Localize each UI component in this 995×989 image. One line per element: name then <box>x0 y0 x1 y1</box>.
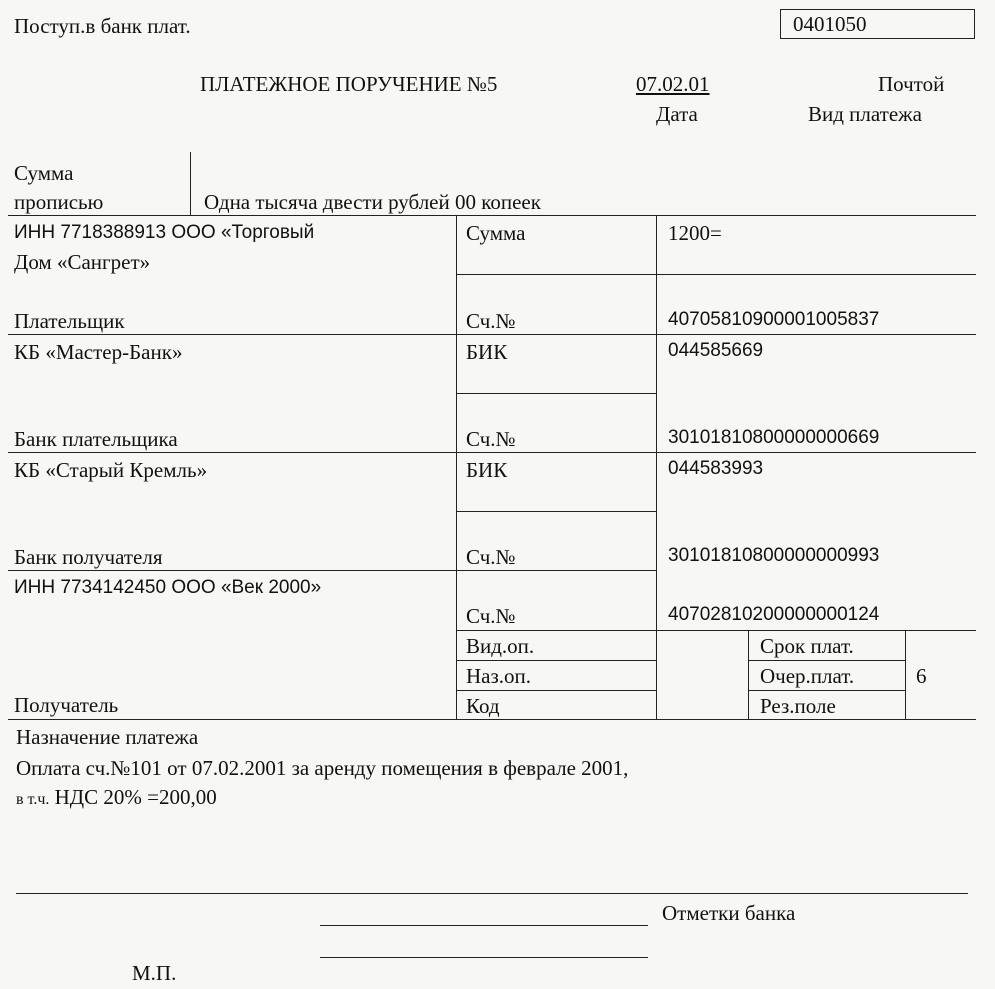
payer-account-label: Сч.№ <box>466 309 516 333</box>
payer-bank-account-value: 30101810800000000669 <box>668 427 880 448</box>
form-code-box: 0401050 <box>780 9 975 39</box>
payee-account-label: Сч.№ <box>466 604 516 628</box>
payer-bank-label: Банк плательщика <box>14 427 178 451</box>
grid-line <box>456 274 976 275</box>
amount-words-value: Одна тысяча двести рублей 00 копеек <box>204 190 541 214</box>
grid-line <box>8 570 656 571</box>
payment-term-label: Срок плат. <box>760 634 854 658</box>
grid-line <box>8 452 976 453</box>
payer-line1: ИНН 7718388913 ООО «Торговый <box>14 222 315 243</box>
purpose-code-label: Наз.оп. <box>466 664 532 688</box>
grid-line <box>656 215 657 719</box>
stamp-place-label: М.П. <box>132 961 177 985</box>
payee-label: Получатель <box>14 693 119 717</box>
payer-account-value: 40705810900001005837 <box>668 309 880 330</box>
payment-type-label: Вид платежа <box>808 102 923 126</box>
grid-line <box>748 690 905 691</box>
op-type-label: Вид.оп. <box>466 634 535 658</box>
payee-line1: ИНН 7734142450 ООО «Век 2000» <box>14 577 322 598</box>
grid-line <box>748 630 749 719</box>
payer-bank-bik-value: 044585669 <box>668 340 764 361</box>
grid-line <box>456 393 656 394</box>
payee-account-value: 40702810200000000124 <box>668 604 880 625</box>
grid-line <box>456 630 976 631</box>
payment-type-value: Почтой <box>878 72 945 96</box>
amount-words-label-line1: Сумма <box>14 161 74 185</box>
payer-label: Плательщик <box>14 309 125 333</box>
payment-purpose-vat: НДС 20% =200,00 <box>54 785 217 809</box>
grid-line <box>748 660 905 661</box>
payee-bank-bik-label: БИК <box>466 458 508 482</box>
date-label: Дата <box>656 102 698 126</box>
grid-line <box>905 630 906 719</box>
document-title: ПЛАТЕЖНОЕ ПОРУЧЕНИЕ №5 <box>200 72 498 96</box>
grid-line <box>456 215 457 719</box>
received-in-bank-label: Поступ.в банк плат. <box>14 14 191 38</box>
sum-value: 1200= <box>668 221 722 245</box>
payee-bank-name: КБ «Старый Кремль» <box>14 458 208 482</box>
payee-bank-account-value: 30101810800000000993 <box>668 545 880 566</box>
payee-bank-account-label: Сч.№ <box>466 545 516 569</box>
payee-bank-bik-value: 044583993 <box>668 458 764 479</box>
sum-label: Сумма <box>466 221 526 245</box>
amount-words-divider <box>190 152 191 215</box>
grid-line <box>8 215 976 216</box>
payment-purpose-line2 <box>16 787 217 808</box>
grid-line <box>456 690 656 691</box>
payment-purpose-line1: Оплата сч.№101 от 07.02.2001 за аренду помещения в феврале 2001, <box>16 756 629 780</box>
footer-separator <box>16 893 968 894</box>
bank-marks-label: Отметки банка <box>662 901 796 925</box>
amount-words-label-line2: прописью <box>14 190 104 214</box>
grid-line <box>8 334 976 335</box>
payer-bank-bik-label: БИК <box>466 340 508 364</box>
payment-purpose-label: Назначение платежа <box>16 725 199 749</box>
payer-bank-name: КБ «Мастер-Банк» <box>14 340 183 364</box>
payment-order-label: Очер.плат. <box>760 664 855 688</box>
signature-line <box>320 925 648 926</box>
signature-line <box>320 957 648 958</box>
grid-line <box>456 660 656 661</box>
payee-bank-label: Банк получателя <box>14 545 163 569</box>
date-value: 07.02.01 <box>636 72 710 96</box>
payment-order-value: 6 <box>916 664 927 688</box>
payer-line2: Дом «Сангрет» <box>14 250 151 274</box>
reserve-field-label: Рез.поле <box>760 694 836 718</box>
payer-bank-account-label: Сч.№ <box>466 427 516 451</box>
grid-line <box>8 719 976 720</box>
payment-purpose-vat-prefix: в т.ч. <box>16 791 50 808</box>
code-label: Код <box>466 694 500 718</box>
grid-line <box>456 511 656 512</box>
